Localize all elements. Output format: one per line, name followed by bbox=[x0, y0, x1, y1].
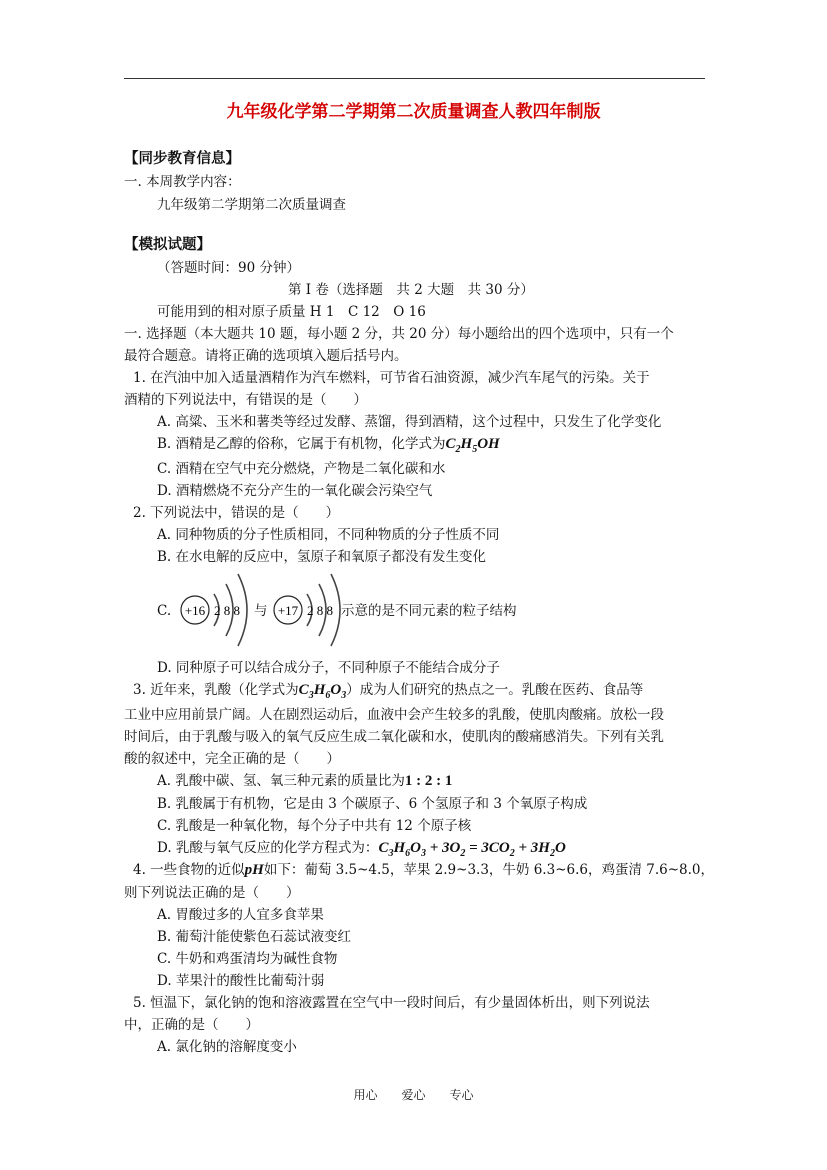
q1-stem-cont: 酒精的下列说法中，有错误的是（ ） bbox=[124, 392, 367, 408]
q1-stem: 1. 在汽油中加入适量酒精作为汽车燃料，可节省石油资源，减少汽车尾气的污染。关于 bbox=[133, 370, 650, 386]
q4-stem-cont: 则下列说法正确的是（ ） bbox=[124, 885, 300, 901]
q2-stem: 2. 下列说法中，错误的是（ ） bbox=[133, 505, 340, 521]
sulfur-ion-structure-diagram bbox=[178, 566, 260, 654]
q3-option-b: B. 乳酸属于有机物，它是由 3 个碳原子、6 个氢原子和 3 个氧原子构成 bbox=[157, 796, 588, 812]
q1-option-a: A. 高粱、玉米和薯类等经过发酵、蒸馏，得到酒精，这个过程中，只发生了化学变化 bbox=[157, 414, 662, 430]
q1-option-d: D. 酒精燃烧不充分产生的一氧化碳会污染空气 bbox=[157, 483, 433, 499]
q5-stem: 5. 恒温下，氯化钠的饱和溶液露置在空气中一段时间后，有少量固体析出，则下列说法 bbox=[133, 995, 650, 1011]
q2-option-b: B. 在水电解的反应中，氢原子和氧原子都没有发生变化 bbox=[157, 549, 487, 565]
q3-option-d-text: D. 乳酸与氧气反应的化学方程式为： bbox=[157, 840, 379, 856]
atom2-electron-shells: 2 8 8 bbox=[307, 603, 333, 618]
volume-title: 第 I 卷（选择题 共 2 大题 共 30 分） bbox=[288, 282, 534, 298]
q3-option-a bbox=[157, 772, 452, 790]
q2-option-c-conjunction: 与 bbox=[254, 603, 268, 619]
mock-heading: 【模拟试题】 bbox=[124, 236, 211, 253]
answer-time: （答题时间：90 分钟） bbox=[157, 260, 300, 276]
ethanol-formula: $C_2H_5OH$ bbox=[445, 436, 500, 455]
section1-instructions: 一. 选择题（本大题共 10 题，每小题 2 分，共 20 分）每小题给出的四个选项中，只有一个 bbox=[124, 326, 674, 342]
q3-option-a-text: A. 乳酸中碳、氢、氧三种元素的质量比为 bbox=[157, 773, 405, 789]
q5-stem-cont: 中，正确的是（ ） bbox=[124, 1017, 259, 1033]
sync-info-content: 九年级第二学期第二次质量调查 bbox=[157, 197, 346, 213]
q2-option-a: A. 同种物质的分子性质相同，不同种物质的分子性质不同 bbox=[157, 527, 500, 543]
q2-option-c-text: 示意的是不同元素的粒子结构 bbox=[341, 603, 517, 619]
page-footer: 用心 爱心 专心 bbox=[353, 1088, 474, 1102]
header-rule bbox=[124, 78, 705, 79]
q3-stem-post: ）成为人们研究的热点之一。乳酸在医药、食品等 bbox=[346, 682, 644, 698]
q2-option-d: D. 同种原子可以结合成分子，不同种原子不能结合成分子 bbox=[157, 660, 500, 676]
q5-option-a: A. 氯化钠的溶解度变小 bbox=[157, 1039, 297, 1055]
sync-info-heading: 【同步教育信息】 bbox=[124, 150, 240, 167]
q2-option-c-label: C. bbox=[157, 603, 172, 619]
atom1-electron-shells: 2 8 8 bbox=[214, 603, 240, 618]
document-title: 九年级化学第二学期第二次质量调查人教四年制版 bbox=[226, 102, 601, 122]
q3-stem bbox=[133, 681, 643, 705]
atom2-nucleus-charge: +17 bbox=[277, 603, 299, 618]
q3-stem-line3: 时间后，由于乳酸与吸入的氧气反应生成二氧化碳和水，使肌肉的酸痛感消失。下列有关乳 bbox=[124, 729, 664, 745]
ph-symbol: pH bbox=[244, 862, 264, 878]
q1-option-b-text: B. 酒精是乙醇的俗称，它属于有机物，化学式为 bbox=[157, 436, 446, 452]
q3-stem-line4: 酸的叙述中，完全正确的是（ ） bbox=[124, 751, 340, 767]
section1-instructions-cont: 最符合题意。请将正确的选项填入题后括号内。 bbox=[124, 348, 408, 364]
q4-option-c: C. 牛奶和鸡蛋清均为碱性食物 bbox=[157, 951, 338, 967]
q4-option-a: A. 胃酸过多的人宜多食苹果 bbox=[157, 907, 324, 923]
q4-stem bbox=[133, 861, 714, 879]
atom1-nucleus-charge: +16 bbox=[184, 603, 206, 618]
q3-stem-pre: 3. 近年来，乳酸（化学式为 bbox=[133, 682, 299, 698]
q3-stem-line2: 工业中应用前景广阔。人在剧烈运动后，血液中会产生较多的乳酸，使肌肉酸痛。放松一段 bbox=[124, 707, 664, 723]
q1-option-c: C. 酒精在空气中充分燃烧，产物是二氧化碳和水 bbox=[157, 461, 446, 477]
q4-option-d: D. 苹果汁的酸性比葡萄汁弱 bbox=[157, 973, 325, 989]
mass-ratio: 1 : 2 : 1 bbox=[404, 773, 453, 789]
q3-option-c: C. 乳酸是一种氧化物，每个分子中共有 12 个原子核 bbox=[157, 818, 472, 834]
q1-option-b bbox=[157, 435, 500, 459]
sync-info-item: 一. 本周教学内容： bbox=[124, 174, 241, 190]
q3-option-d bbox=[157, 839, 566, 863]
lactic-acid-formula: $C_3H_6O_3$ bbox=[298, 682, 347, 701]
lactic-acid-combustion-equation: $C_3H_6O_3 + 3O_2 = 3CO_2 + 3H_2O$ bbox=[378, 840, 566, 859]
atomic-mass-note: 可能用到的相对原子质量 H 1 C 12 O 16 bbox=[157, 304, 426, 320]
q4-stem-pre: 4. 一些食物的近似 bbox=[133, 862, 245, 878]
q4-stem-post: 如下：葡萄 3.5~4.5，苹果 2.9~3.3，牛奶 6.3~6.6，鸡蛋清 7.6~8.0， bbox=[263, 862, 715, 878]
q4-option-b: B. 葡萄汁能使紫色石蕊试液变红 bbox=[157, 929, 352, 945]
